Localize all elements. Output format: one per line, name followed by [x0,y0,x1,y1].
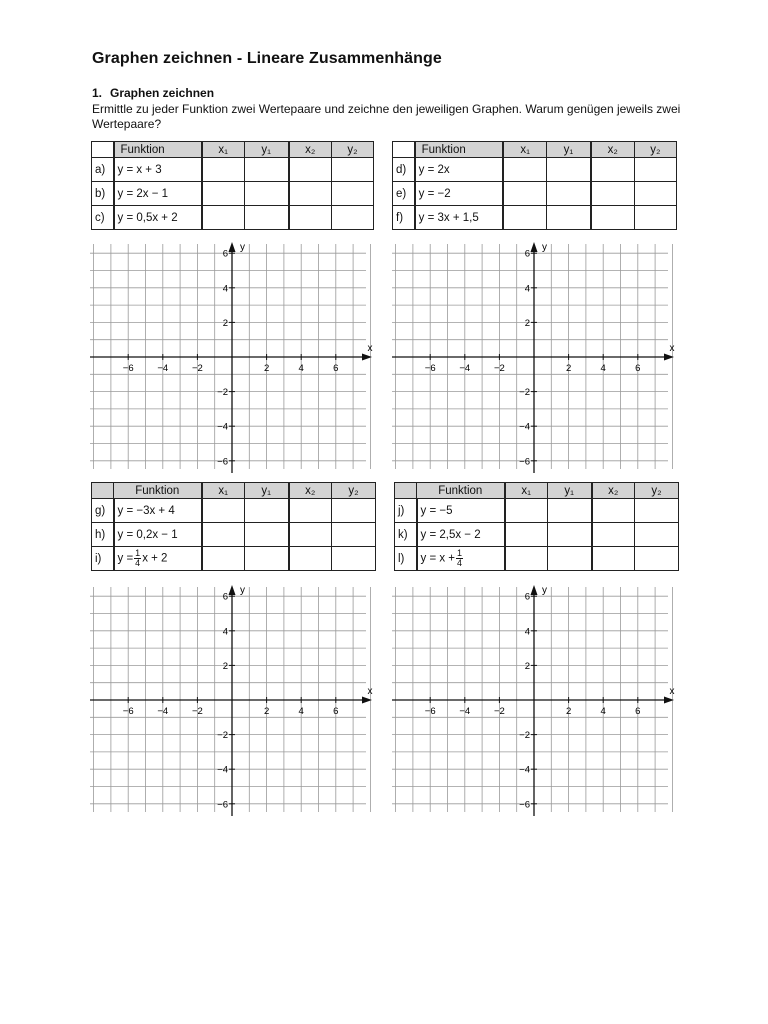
table-header-x2: x₂ [591,142,634,158]
function-table-4 [394,482,679,571]
y-tick-label: 6 [222,248,228,260]
y-axis-arrow [229,242,236,252]
x-tick-label: −2 [493,363,505,374]
value-cell-x1[interactable] [202,523,245,547]
x-tick-label: 6 [333,363,339,374]
value-cell-y2[interactable] [635,499,679,523]
fraction-numerator: 1 [135,548,141,558]
table-row [92,182,374,206]
x-tick-label: 4 [298,706,304,717]
y-tick-label: −4 [519,764,530,776]
value-cell-x2[interactable] [592,523,635,547]
x-tick-label: 6 [333,706,339,717]
y-tick-label: 4 [222,283,228,295]
coordinate-grid-3[interactable] [88,583,378,818]
row-label: l) [395,547,417,571]
value-cell-x2[interactable] [289,182,332,206]
value-cell-y2[interactable] [332,182,374,206]
function-table-2 [392,141,677,230]
y-axis-label: y [542,585,547,596]
x-tick-label: −6 [424,363,436,374]
row-label: g) [92,499,114,523]
value-cell-y1[interactable] [245,523,289,547]
x-tick-label: 4 [600,706,606,717]
value-cell-y1[interactable] [245,499,289,523]
value-cell-y2[interactable] [332,158,374,182]
y-tick-label: −2 [519,730,530,742]
function-suffix: x + 2 [142,552,168,565]
table-row [92,206,374,230]
function-expression: y = 0,2x − 1 [114,523,202,547]
table-row [393,158,677,182]
y-tick-label: 6 [524,248,530,260]
table-header-y1: y₁ [245,142,289,158]
value-cell-y1[interactable] [245,206,289,230]
y-tick-label: −2 [519,387,530,399]
function-expression: y = −2 [415,182,504,206]
table-header-y2: y₂ [332,142,374,158]
value-cell-x2[interactable] [592,499,635,523]
table-header-y1: y₁ [245,483,289,499]
value-cell-y1[interactable] [245,158,289,182]
row-label: b) [92,182,114,206]
table-header-x1: x₁ [505,483,548,499]
x-tick-label: −4 [157,363,169,374]
function-expression: y = 3x + 1,5 [415,206,504,230]
value-cell-y2[interactable] [332,206,374,230]
y-tick-label: 2 [222,660,228,672]
y-tick-label: −4 [519,421,530,433]
task-heading [92,86,214,100]
value-cell-x2[interactable] [289,206,332,230]
x-axis-label: x [669,686,675,697]
y-axis-label: y [542,242,547,253]
fraction-denominator: 4 [457,558,463,568]
value-cell-x1[interactable] [503,206,546,230]
task-heading-text: Graphen zeichnen [110,86,215,100]
value-cell-x2[interactable] [289,158,332,182]
table-header-x2: x₂ [289,483,332,499]
function-expression: y = −5 [417,499,505,523]
table-header-funktion: Funktion [417,483,505,499]
x-tick-label: −6 [424,706,436,717]
value-cell-y2[interactable] [634,182,676,206]
value-cell-x1[interactable] [505,499,548,523]
x-tick-label: −4 [157,706,169,717]
table-row [92,547,376,571]
y-tick-label: −6 [217,799,228,811]
y-tick-label: 4 [524,626,530,638]
y-tick-label: −2 [217,387,228,399]
table-header-x2: x₂ [289,142,332,158]
table-row [393,206,677,230]
x-tick-label: 6 [635,363,641,374]
x-tick-label: −6 [122,706,134,717]
x-tick-label: 2 [565,706,572,717]
task-instruction: Ermittle zu jeder Funktion zwei Wertepaare und zeichne den jeweiligen Graphen. Warum genügen jeweils zwei Wertepaare? [92,102,681,131]
y-tick-label: 4 [524,283,530,295]
fraction-denominator: 4 [135,558,141,568]
coordinate-grid-2[interactable] [390,240,680,475]
y-axis-label: y [240,585,245,596]
row-label: c) [92,206,114,230]
function-expression: y = 0,5x + 2 [114,206,202,230]
value-cell-x1[interactable] [202,547,245,571]
value-cell-x2[interactable] [289,547,332,571]
table-row [92,523,376,547]
value-cell-y1[interactable] [548,523,592,547]
x-tick-label: −2 [191,706,203,717]
row-label: j) [395,499,417,523]
function-expression [417,547,505,571]
value-cell-x1[interactable] [202,499,245,523]
y-tick-label: 6 [222,591,228,603]
table-row [393,182,677,206]
table-header-y2: y₂ [634,142,676,158]
x-tick-label: −2 [191,363,203,374]
table-row [92,158,374,182]
row-label: a) [92,158,114,182]
value-cell-y1[interactable] [245,547,289,571]
table-header-blank [92,142,114,158]
value-cell-x1[interactable] [503,158,546,182]
table-header-y1: y₁ [547,142,591,158]
table-header-funktion: Funktion [114,483,202,499]
row-label: i) [92,547,114,571]
x-tick-label: 2 [263,706,270,717]
value-cell-x1[interactable] [505,523,548,547]
y-tick-label: −4 [217,421,228,433]
coordinate-grid-4[interactable] [390,583,680,818]
y-tick-label: −6 [519,456,530,468]
function-expression: y = x + 3 [114,158,202,182]
value-cell-x2[interactable] [591,158,634,182]
x-axis-label: x [669,343,675,354]
function-table-3 [91,482,376,571]
page-title: Graphen zeichnen - Lineare Zusammenhänge [92,50,442,67]
function-expression [114,547,202,571]
y-axis-arrow [531,242,538,252]
value-cell-x1[interactable] [505,547,548,571]
function-expression: y = −3x + 4 [114,499,202,523]
table-row [395,499,679,523]
y-axis-label: y [240,242,245,253]
function-prefix: y = [117,552,134,565]
table-header-blank [92,483,114,499]
value-cell-y1[interactable] [547,158,591,182]
x-axis-label: x [367,686,373,697]
row-label: h) [92,523,114,547]
value-cell-x1[interactable] [202,158,245,182]
x-tick-label: −4 [459,363,471,374]
value-cell-x2[interactable] [289,523,332,547]
y-tick-label: −6 [217,456,228,468]
value-cell-y1[interactable] [547,206,591,230]
row-label: e) [393,182,415,206]
y-tick-label: 2 [222,317,228,329]
table-header-y2: y₂ [332,483,376,499]
row-label: f) [393,206,415,230]
x-tick-label: −2 [493,706,505,717]
y-tick-label: −6 [519,799,530,811]
table-header-funktion: Funktion [415,142,504,158]
y-tick-label: 6 [524,591,530,603]
value-cell-y2[interactable] [634,206,676,230]
fraction-numerator: 1 [457,548,463,558]
value-cell-y2[interactable] [332,547,376,571]
y-tick-label: 2 [524,317,530,329]
function-prefix: y = x + [420,552,456,565]
table-header-blank [395,483,417,499]
x-tick-label: 2 [565,363,572,374]
function-expression: y = 2x [415,158,504,182]
value-cell-x2[interactable] [591,206,634,230]
x-tick-label: 4 [298,363,304,374]
y-axis-arrow [229,585,236,595]
value-cell-x2[interactable] [592,547,635,571]
y-tick-label: 4 [222,626,228,638]
x-tick-label: 6 [635,706,641,717]
value-cell-y2[interactable] [332,499,376,523]
function-table-1 [91,141,374,230]
function-expression: y = 2,5x − 2 [417,523,505,547]
table-row [92,499,376,523]
x-axis-label: x [367,343,373,354]
x-tick-label: 2 [263,363,270,374]
y-tick-label: 2 [524,660,530,672]
x-tick-label: 4 [600,363,606,374]
x-tick-label: −4 [459,706,471,717]
table-header-x1: x₁ [202,142,245,158]
value-cell-y1[interactable] [245,182,289,206]
table-header-y1: y₁ [548,483,592,499]
value-cell-x2[interactable] [289,499,332,523]
task-number: 1. [92,86,103,100]
y-axis-arrow [531,585,538,595]
fraction [456,549,463,568]
table-header-x2: x₂ [592,483,635,499]
table-header-x1: x₁ [503,142,546,158]
value-cell-y2[interactable] [635,523,679,547]
table-header-blank [393,142,415,158]
value-cell-y1[interactable] [547,182,591,206]
value-cell-x2[interactable] [591,182,634,206]
table-row [395,523,679,547]
table-row [395,547,679,571]
function-expression: y = 2x − 1 [114,182,202,206]
value-cell-y2[interactable] [635,547,679,571]
value-cell-y2[interactable] [332,523,376,547]
value-cell-x1[interactable] [503,182,546,206]
value-cell-x1[interactable] [202,182,245,206]
table-header-y2: y₂ [635,483,679,499]
table-header-funktion: Funktion [114,142,202,158]
y-tick-label: −4 [217,764,228,776]
value-cell-y1[interactable] [548,547,592,571]
table-header-x1: x₁ [202,483,245,499]
value-cell-y1[interactable] [548,499,592,523]
fraction [134,549,141,568]
x-tick-label: −6 [122,363,134,374]
value-cell-y2[interactable] [634,158,676,182]
value-cell-x1[interactable] [202,206,245,230]
row-label: k) [395,523,417,547]
coordinate-grid-1[interactable] [88,240,378,475]
row-label: d) [393,158,415,182]
y-tick-label: −2 [217,730,228,742]
